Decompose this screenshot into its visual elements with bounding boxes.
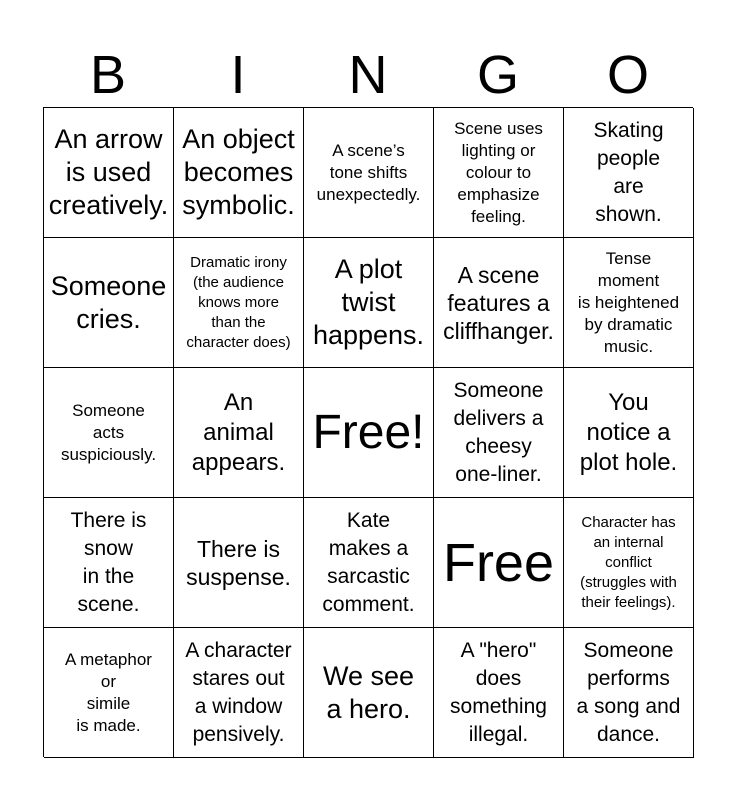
bingo-cell[interactable] [434,368,564,498]
bingo-cell[interactable] [174,368,304,498]
bingo-cell[interactable] [44,238,174,368]
header-letter-o: O [606,45,649,105]
bingo-cell[interactable] [304,108,434,238]
cell-text: A metaphor or simile is made. [65,649,152,735]
bingo-cell[interactable] [434,628,564,758]
cell-text: Tense moment is heightened by dramatic music. [577,248,680,356]
bingo-cell[interactable] [44,368,174,498]
bingo-cell[interactable] [434,108,564,238]
cell-text: A "hero" does something illegal. [450,638,547,746]
cell-text: Someone performs a song and dance. [576,638,681,746]
cell-text: An object becomes symbolic. [182,124,295,220]
cell-text: You notice a plot hole. [579,388,678,476]
cell-text: There is suspense. [186,535,291,590]
cell-text: Kate makes a sarcastic comment. [322,508,415,616]
cell-text: Skating people are shown. [593,118,664,226]
cell-text: There is snow in the scene. [70,508,147,616]
cell-text: Someone delivers a cheesy one-liner. [453,378,544,486]
cell-text: An animal appears. [191,388,286,476]
cell-text: Dramatic irony (the audience knows more than the character does) [186,253,291,351]
bingo-cell[interactable] [44,108,174,238]
bingo-cell[interactable] [564,238,694,368]
bingo-cell[interactable] [434,238,564,368]
cell-text: Someone cries. [50,270,167,334]
cell-text: A scene’s tone shifts unexpectedly. [316,140,421,204]
bingo-cell[interactable] [304,628,434,758]
bingo-cell[interactable] [174,498,304,628]
header-letter-g: G [476,45,519,105]
bingo-card-grid [43,107,693,757]
bingo-cell[interactable] [44,498,174,628]
bingo-cell[interactable] [174,238,304,368]
bingo-cell[interactable] [174,628,304,758]
bingo-cell[interactable] [564,628,694,758]
header-letter-i: I [230,45,246,105]
free-space-cell[interactable] [434,498,564,628]
cell-text: A scene features a cliffhanger. [443,261,554,344]
free-space-text: Free [442,532,555,593]
bingo-cell[interactable] [304,238,434,368]
cell-text: A character stares out a window pensively. [185,638,292,746]
bingo-cell[interactable] [174,108,304,238]
bingo-header [43,44,693,108]
cell-text: Someone acts suspiciously. [60,400,157,464]
bingo-cell[interactable] [564,368,694,498]
cell-text: Character has an internal conflict (struggles with their feelings). [580,513,677,611]
header-letter-b: B [89,45,127,105]
cell-text: An arrow is used creatively. [48,124,169,220]
header-letter-n: N [348,45,388,105]
bingo-cell[interactable] [44,628,174,758]
bingo-cell[interactable] [564,498,694,628]
bingo-cell[interactable] [304,498,434,628]
cell-text: We see a hero. [322,660,415,724]
cell-text: A plot twist happens. [312,254,425,350]
free-space-text: Free! [312,405,425,459]
bingo-cell[interactable] [564,108,694,238]
free-space-cell[interactable] [304,368,434,498]
cell-text: Scene uses lighting or colour to emphasize feeling. [454,118,543,226]
